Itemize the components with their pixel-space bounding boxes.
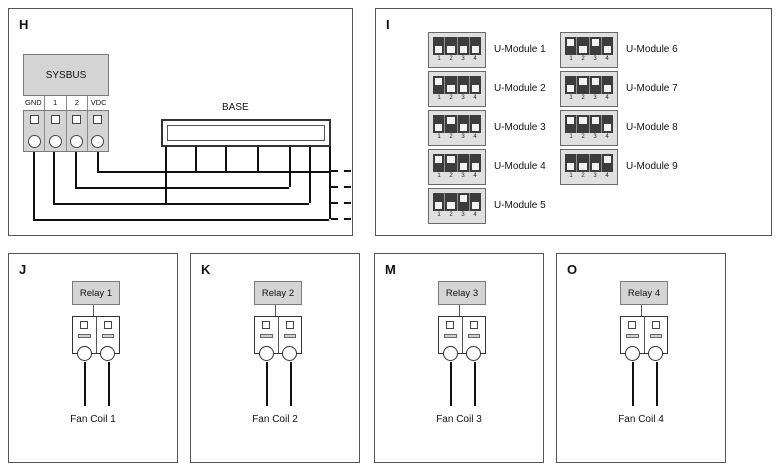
dip-switch-body[interactable] [433,76,481,94]
dip-switch-u-module-4[interactable] [428,149,486,185]
panel-i [375,8,772,236]
dip-number-1: 1 [437,212,441,218]
dip-number-3: 3 [593,56,597,62]
terminal-port-icon [28,135,41,148]
dip-number-3: 3 [593,173,597,179]
relay-divider-line [641,305,642,316]
dip-switch-u-module-6[interactable] [560,32,618,68]
relay-divider-line [275,305,276,316]
relay-module [72,281,120,305]
terminal-port-icon [443,346,458,361]
dip-switch-1[interactable] [565,37,576,55]
terminal-port-icon [91,135,104,148]
terminal-gnd [24,111,44,151]
base-tap-2 [195,147,197,171]
dip-switch-2[interactable] [576,76,588,94]
fan-wire-left [266,362,268,406]
terminal-1 [44,111,65,151]
dip-switch-1[interactable] [565,115,576,133]
dip-number-4: 4 [605,95,609,101]
dip-switch-u-module-8[interactable] [560,110,618,146]
dip-number-4: 4 [473,95,477,101]
dip-switch-2[interactable] [444,76,456,94]
base-tap-5 [289,147,291,187]
dip-switch-numbers [433,95,481,101]
relay-label: Relay 2 [261,287,295,299]
wire-2-vertical [75,152,77,188]
screw-square-icon [30,115,39,124]
sysbus-terminal-headers [23,96,109,110]
dip-number-2: 2 [449,212,453,218]
dip-switch-4[interactable] [601,154,613,172]
dip-switch-numbers [565,134,613,140]
u-module-7-label: U-Module 7 [626,83,678,94]
dip-switch-3[interactable] [589,37,601,55]
dip-switch-body[interactable] [433,115,481,133]
terminal-port-icon [259,346,274,361]
dip-switch-3[interactable] [457,37,469,55]
dip-switch-u-module-7[interactable] [560,71,618,107]
panel-h [8,8,353,236]
relay-terminal-left [255,317,278,353]
wire-2-horizontal [75,187,289,189]
base-module [161,119,331,147]
dip-switch-numbers [565,173,613,179]
dip-switch-u-module-3[interactable] [428,110,486,146]
wire-vdc-horizontal [97,171,329,173]
panel-k [190,253,360,463]
relay-module [254,281,302,305]
relay-terminal-left [621,317,644,353]
terminal-clamp-icon [260,334,273,338]
dip-switch-4[interactable] [469,193,481,211]
base-tap-1 [165,147,167,203]
sysbus-label: SYSBUS [45,69,87,81]
fan-wire-right [108,362,110,406]
dashed-continuation-4 [331,218,355,220]
dip-switch-body[interactable] [565,115,613,133]
dip-switch-4[interactable] [601,115,613,133]
fan-wire-left [632,362,634,406]
fan-wire-left [450,362,452,406]
dip-number-2: 2 [581,56,585,62]
relay-terminal-block [438,316,486,354]
terminal-header-vdc: VDC [87,96,109,110]
terminal-clamp-icon [626,334,639,338]
dip-number-3: 3 [461,95,465,101]
fan-wire-right [290,362,292,406]
dip-number-1: 1 [569,134,573,140]
dip-number-3: 3 [461,134,465,140]
fan-wire-left [84,362,86,406]
dip-switch-numbers [433,212,481,218]
dip-switch-3[interactable] [457,154,469,172]
dip-number-3: 3 [461,56,465,62]
screw-square-icon [286,321,294,329]
relay-label: Relay 3 [445,287,479,299]
dip-number-1: 1 [569,173,573,179]
relay-divider-line [93,305,94,316]
dip-switch-3[interactable] [589,154,601,172]
relay-label: Relay 4 [627,287,661,299]
screw-square-icon [470,321,478,329]
dip-number-4: 4 [473,134,477,140]
dip-switch-u-module-9[interactable] [560,149,618,185]
terminal-clamp-icon [284,334,297,338]
dip-switch-3[interactable] [457,193,469,211]
dip-switch-3[interactable] [589,115,601,133]
base-tap-4 [257,147,259,171]
dip-switch-body[interactable] [565,154,613,172]
panel-h-label: H [19,17,29,32]
dip-switch-4[interactable] [469,115,481,133]
relay-module [620,281,668,305]
relay-module [438,281,486,305]
base-tap-6 [309,147,311,203]
fan-coil-label: Fan Coil 4 [618,414,664,425]
dip-number-3: 3 [593,134,597,140]
dip-number-2: 2 [449,134,453,140]
dip-switch-4[interactable] [469,76,481,94]
dip-switch-body[interactable] [565,76,613,94]
relay-terminal-block [254,316,302,354]
terminal-port-icon [648,346,663,361]
terminal-port-icon [100,346,115,361]
terminal-clamp-icon [650,334,663,338]
dip-switch-u-module-1[interactable] [428,32,486,68]
dip-switch-body[interactable] [433,154,481,172]
terminal-port-icon [77,346,92,361]
terminal-port-icon [282,346,297,361]
wire-1-vertical [53,152,55,204]
relay-terminal-right [278,317,302,353]
u-module-2-label: U-Module 2 [494,83,546,94]
terminal-vdc [87,111,108,151]
terminal-2 [66,111,87,151]
dip-switch-1[interactable] [565,154,576,172]
dip-switch-u-module-5[interactable] [428,188,486,224]
dip-number-2: 2 [581,134,585,140]
dip-switch-2[interactable] [444,37,456,55]
sysbus-terminal-block [23,110,109,152]
wire-gnd-vertical [33,152,35,220]
panel-j [8,253,178,463]
base-module-inner [167,125,325,141]
panel-o [556,253,726,463]
dip-switch-numbers [433,173,481,179]
dip-switch-1[interactable] [433,154,444,172]
terminal-port-icon [49,135,62,148]
dip-switch-2[interactable] [444,154,456,172]
dip-switch-2[interactable] [444,193,456,211]
dip-switch-4[interactable] [469,154,481,172]
wire-vdc-vertical [97,152,99,172]
sysbus-module [23,54,109,96]
dip-switch-1[interactable] [565,76,576,94]
base-tap-right [329,147,331,219]
screw-square-icon [446,321,454,329]
screw-square-icon [104,321,112,329]
fan-wire-right [474,362,476,406]
terminal-port-icon [70,135,83,148]
relay-terminal-left [73,317,96,353]
panel-m [374,253,544,463]
dip-switch-u-module-2[interactable] [428,71,486,107]
u-module-6-label: U-Module 6 [626,44,678,55]
screw-square-icon [51,115,60,124]
relay-terminal-block [620,316,668,354]
screw-square-icon [652,321,660,329]
dip-switch-3[interactable] [457,115,469,133]
relay-terminal-right [644,317,668,353]
terminal-clamp-icon [78,334,91,338]
dip-number-4: 4 [473,56,477,62]
fan-coil-label: Fan Coil 2 [252,414,298,425]
dip-number-4: 4 [473,173,477,179]
u-module-4-label: U-Module 4 [494,161,546,172]
terminal-header-1: 1 [44,96,66,110]
relay-terminal-right [462,317,486,353]
dip-number-1: 1 [437,173,441,179]
dip-number-2: 2 [449,56,453,62]
dashed-continuation-3 [331,202,355,204]
fan-wire-right [656,362,658,406]
dip-switch-1[interactable] [433,193,444,211]
dip-number-3: 3 [461,173,465,179]
u-module-8-label: U-Module 8 [626,122,678,133]
dip-switch-body[interactable] [565,37,613,55]
wire-gnd-horizontal [33,219,329,221]
dip-switch-numbers [433,56,481,62]
base-tap-3 [225,147,227,171]
dip-switch-2[interactable] [576,154,588,172]
u-module-3-label: U-Module 3 [494,122,546,133]
wire-1-horizontal [53,203,309,205]
dip-switch-numbers [565,95,613,101]
relay-terminal-block [72,316,120,354]
dip-switch-body[interactable] [433,37,481,55]
terminal-header-gnd: GND [25,98,42,107]
relay-terminal-right [96,317,120,353]
dip-switch-1[interactable] [433,115,444,133]
dashed-continuation-1 [331,170,355,172]
terminal-port-icon [625,346,640,361]
screw-square-icon [628,321,636,329]
dip-switch-4[interactable] [601,76,613,94]
screw-square-icon [93,115,102,124]
dip-number-4: 4 [473,212,477,218]
fan-coil-label: Fan Coil 1 [70,414,116,425]
terminal-clamp-icon [444,334,457,338]
dip-switch-4[interactable] [601,37,613,55]
panel-i-label: I [386,17,390,32]
dip-switch-numbers [433,134,481,140]
dip-switch-2[interactable] [444,115,456,133]
dip-switch-1[interactable] [433,76,444,94]
dip-switch-numbers [565,56,613,62]
dip-number-3: 3 [593,95,597,101]
dip-number-4: 4 [605,56,609,62]
panel-o-label: O [567,262,578,277]
dip-number-1: 1 [569,56,573,62]
dip-switch-body[interactable] [433,193,481,211]
dip-number-2: 2 [581,173,585,179]
dip-switch-4[interactable] [469,37,481,55]
panel-k-label: K [201,262,211,277]
screw-square-icon [262,321,270,329]
dip-number-1: 1 [437,134,441,140]
terminal-port-icon [466,346,481,361]
u-module-5-label: U-Module 5 [494,200,546,211]
base-label: BASE [222,102,249,113]
screw-square-icon [72,115,81,124]
dip-number-1: 1 [569,95,573,101]
dip-switch-1[interactable] [433,37,444,55]
dip-number-4: 4 [605,173,609,179]
terminal-clamp-icon [102,334,115,338]
relay-divider-line [459,305,460,316]
panel-m-label: M [385,262,397,277]
fan-coil-label: Fan Coil 3 [436,414,482,425]
dip-number-1: 1 [437,95,441,101]
dip-number-2: 2 [449,95,453,101]
u-module-9-label: U-Module 9 [626,161,678,172]
dashed-continuation-2 [331,186,355,188]
relay-terminal-left [439,317,462,353]
dip-number-4: 4 [605,134,609,140]
terminal-header-2: 2 [66,96,88,110]
dip-number-2: 2 [449,173,453,179]
dip-switch-2[interactable] [576,37,588,55]
screw-square-icon [80,321,88,329]
dip-switch-3[interactable] [589,76,601,94]
terminal-clamp-icon [468,334,481,338]
dip-switch-2[interactable] [576,115,588,133]
dip-number-3: 3 [461,212,465,218]
dip-number-1: 1 [437,56,441,62]
panel-j-label: J [19,262,27,277]
u-module-1-label: U-Module 1 [494,44,546,55]
relay-label: Relay 1 [79,287,113,299]
dip-switch-3[interactable] [457,76,469,94]
dip-number-2: 2 [581,95,585,101]
